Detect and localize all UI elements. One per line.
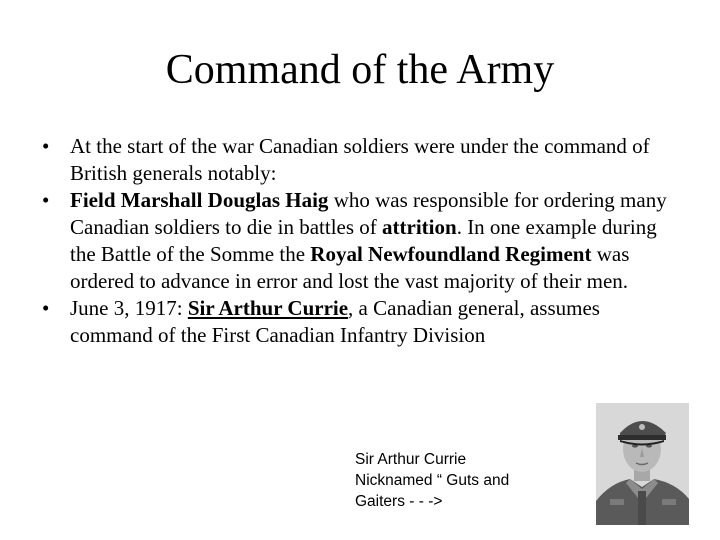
bullet-item bbox=[40, 295, 680, 349]
bold-text: attrition bbox=[382, 215, 457, 239]
caption-line: Gaiters - - -> bbox=[355, 493, 443, 510]
photo-caption bbox=[355, 449, 585, 512]
bullet-icon: • bbox=[42, 134, 50, 158]
bold-text: Royal Newfoundland Regiment bbox=[310, 242, 592, 266]
bold-text: Field Marshall Douglas Haig bbox=[70, 188, 329, 212]
bullet-icon: • bbox=[42, 296, 50, 320]
bold-underlined-text: Sir Arthur Currie bbox=[187, 296, 349, 320]
slide-title: Command of the Army bbox=[165, 47, 555, 93]
bullet-text: . In one example during the Battle of the Somme the bbox=[70, 215, 657, 266]
caption-line: Nicknamed “ Guts and bbox=[355, 472, 510, 489]
bullet-text: At the start of the war Canadian soldiers were under the command of British generals notably: bbox=[70, 134, 650, 185]
bullet-text: June 3, 1917: bbox=[70, 296, 188, 320]
caption-line: Sir Arthur Currie bbox=[355, 451, 467, 468]
bullet-text: was ordered to advance in error and lost the vast majority of their men. bbox=[70, 242, 630, 293]
bullet-item bbox=[40, 187, 680, 295]
portrait-illustration bbox=[596, 403, 689, 525]
bullet-list bbox=[40, 133, 680, 349]
bullet-text: who was responsible for ordering many Canadian soldiers to die in battles of bbox=[70, 188, 667, 239]
portrait-photo bbox=[596, 403, 689, 525]
bullet-icon: • bbox=[42, 188, 50, 212]
bullet-item bbox=[40, 133, 680, 187]
bullet-text: , a Canadian general, assumes command of the First Canadian Infantry Division bbox=[70, 296, 600, 347]
